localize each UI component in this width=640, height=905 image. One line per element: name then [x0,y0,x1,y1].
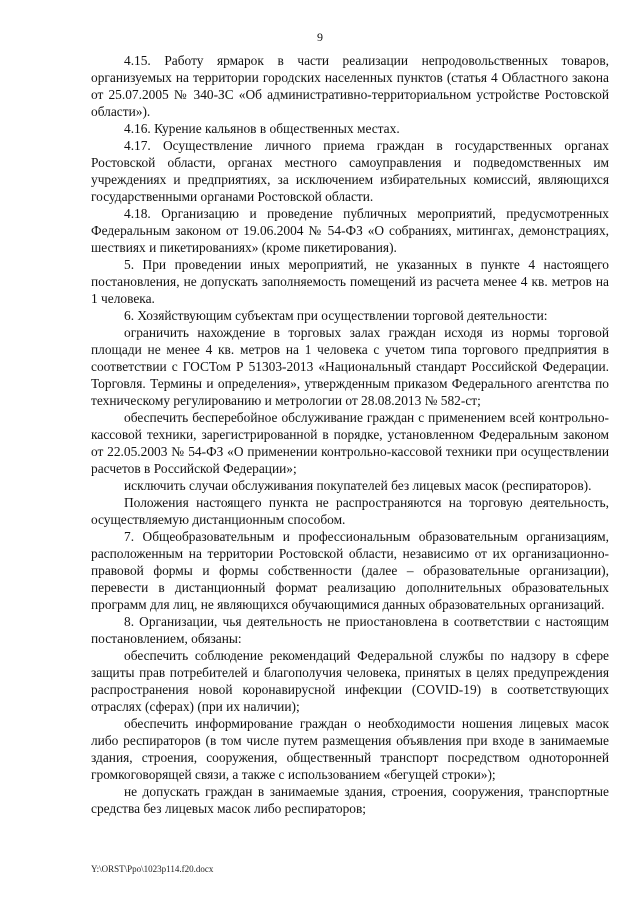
paragraph-4-15: 4.15. Работу ярмарок в части реализации непродовольственных товаров, организуемых на территории городских населенных пунктов (статья 4 Областного закона от 25.07.2005 № 340-ЗС «Об административно-территориальном устройстве Ростовской области»). [91,53,609,119]
paragraph-6: 6. Хозяйствующим субъектам при осуществлении торговой деятельности: [124,308,548,323]
paragraph-6-masks: исключить случаи обслуживания покупателей без лицевых масок (респираторов). [124,478,592,493]
paragraph-4-17: 4.17. Осуществление личного приема граждан в государственных органах Ростовской области, органах местного самоуправления и подведомственных им учреждениях и предприятиях, за исключением избирательных комиссий, являющихся государственными органами Ростовской области. [91,138,609,204]
paragraph-7: 7. Общеобразовательным и профессиональным образовательным организациям, расположенным на территории Ростовской области, независимо от их организационно-правовой формы и формы собственности (далее – образовательные организации), перевести в дистанционный формат реализацию дополнительных образовательных программ для лиц, не являющихся обучающимися данных образовательных организаций. [91,529,609,612]
paragraph-8: 8. Организации, чья деятельность не приостановлена в соответствии с настоящим постановлением, обязаны: [91,614,609,646]
paragraph-6-limit: ограничить нахождение в торговых залах граждан исходя из нормы торговой площади не менее 4 кв. метров на 1 человека с учетом типа торгового предприятия в соответствии с ГОСТом Р 51303-2013 «Национальный стандарт Российской Федерации. Торговля. Термины и определения», утвержденным приказом Федерального агентства по техническому регулированию и метрологии от 28.08.2013 № 582-ст; [91,325,609,408]
paragraph-6-remote: Положения настоящего пункта не распространяются на торговую деятельность, осуществляемую дистанционным способом. [91,495,609,527]
page-number: 9 [317,30,323,44]
document-body [91,52,609,817]
paragraph-6-cashier: обеспечить бесперебойное обслуживание граждан с применением всей контрольно-кассовой техники, зарегистрированной в порядке, установленном Федеральным законом от 22.05.2003 № 54-ФЗ «О применении контрольно-кассовой техники при осуществлении расчетов в Российской Федерации»; [91,410,609,476]
paragraph-8-informing: обеспечить информирование граждан о необходимости ношения лицевых масок либо респираторов (в том числе путем размещения объявления при входе в занимаемые здания, строения, сооружения, общественный транспорт посредством одноторонней громкоговорящей связи, а также с использованием «бегущей строки»); [91,716,609,782]
paragraph-8-no-entry: не допускать граждан в занимаемые здания, строения, сооружения, транспортные средства без лицевых масок либо респираторов; [91,784,609,816]
paragraph-4-18: 4.18. Организацию и проведение публичных мероприятий, предусмотренных Федеральным законом от 19.06.2004 № 54-ФЗ «О собраниях, митингах, демонстрациях, шествиях и пикетированиях» (кроме пикетирования). [91,206,609,255]
paragraph-8-recommendations: обеспечить соблюдение рекомендаций Федеральной службы по надзору в сфере защиты прав потребителей и благополучия человека, принятых в целях предупреждения распространения новой коронавирусной инфекции (COVID-19) в соответствующих отраслях (сферах) (при их наличии); [91,648,609,714]
paragraph-5: 5. При проведении иных мероприятий, не указанных в пункте 4 настоящего постановления, не допускать заполняемость помещений из расчета менее 4 кв. метров на 1 человека. [91,257,609,306]
paragraph-4-16: 4.16. Курение кальянов в общественных местах. [124,121,400,136]
file-path-footer: Y:\ORST\Ppo\1023p114.f20.docx [91,864,214,874]
